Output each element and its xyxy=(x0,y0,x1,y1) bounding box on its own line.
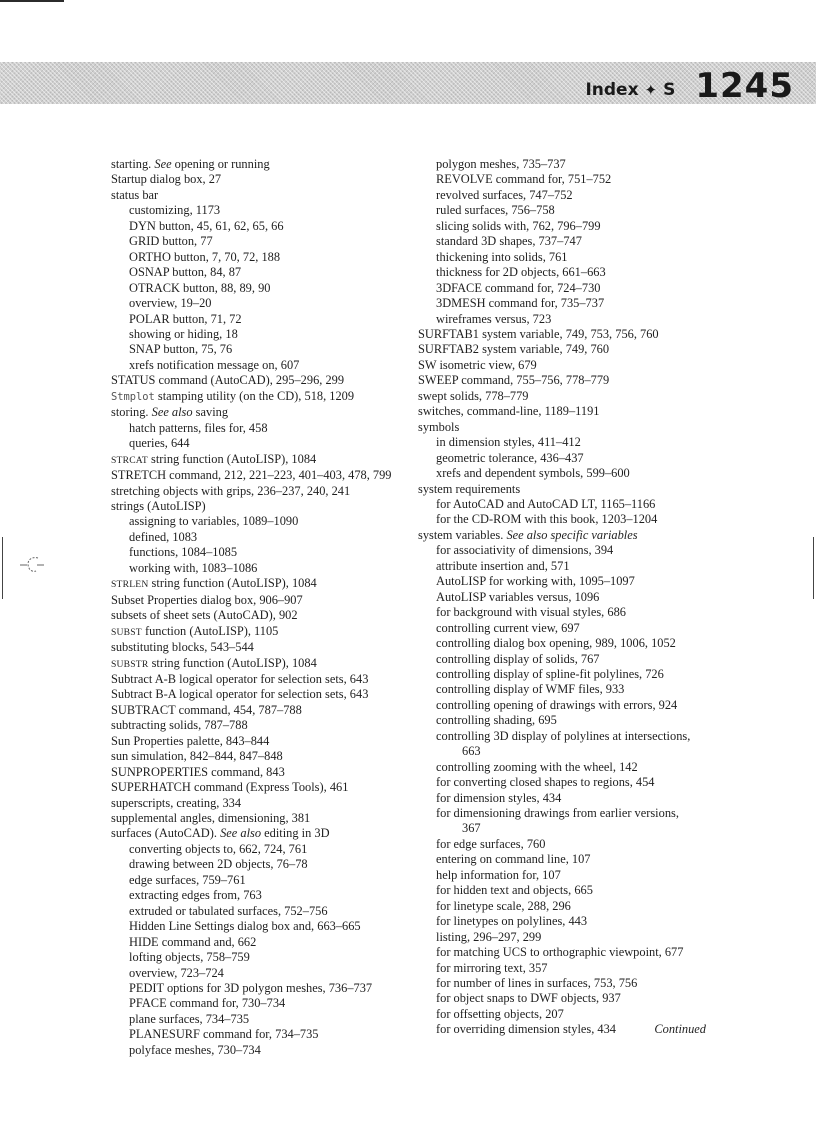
index-subentry xyxy=(418,543,718,558)
index-subentry xyxy=(111,842,411,857)
index-subentry xyxy=(418,281,718,296)
entry-text: subsets of sheet sets (AutoCAD), 902 xyxy=(111,608,298,623)
index-subentry xyxy=(111,996,411,1011)
index-entry xyxy=(111,826,411,841)
index-subentry xyxy=(418,451,718,466)
index-entry xyxy=(418,482,718,497)
entry-text: for background with visual styles, 686 xyxy=(436,605,626,620)
entry-text: for converting closed shapes to regions, 454 xyxy=(436,775,655,790)
index-entry xyxy=(111,703,411,718)
continued-note: Continued xyxy=(654,1022,706,1036)
index-entry xyxy=(418,342,718,357)
index-subentry xyxy=(418,868,718,883)
index-subentry xyxy=(418,636,718,651)
entry-text: sun simulation, 842–844, 847–848 xyxy=(111,749,283,764)
entry-text: Hidden Line Settings dialog box and, 663–665 xyxy=(129,919,361,934)
index-subentry xyxy=(111,327,411,342)
index-subentry xyxy=(111,935,411,950)
entry-text: function (AutoLISP), 1105 xyxy=(141,623,279,638)
entry-text: overview, 19–20 xyxy=(129,296,212,311)
entry-text: SUBSTR xyxy=(111,658,149,670)
entry-text: AutoLISP variables versus, 1096 xyxy=(436,589,600,604)
index-entry xyxy=(111,811,411,826)
entry-text: status bar xyxy=(111,187,159,202)
entry-text: SURFTAB2 system variable, 749, 760 xyxy=(418,342,610,357)
index-entry xyxy=(418,358,718,373)
index-entry xyxy=(111,468,411,483)
index-entry xyxy=(111,640,411,655)
entry-text: DYN button, 45, 61, 62, 65, 66 xyxy=(129,218,284,233)
entry-text: revolved surfaces, 747–752 xyxy=(436,187,573,202)
entry-text: for edge surfaces, 760 xyxy=(436,836,546,851)
index-subentry xyxy=(418,172,718,187)
index-subentry xyxy=(418,559,718,574)
index-subentry xyxy=(418,466,718,481)
entry-text: controlling opening of drawings with errors, 924 xyxy=(436,697,678,712)
entry-text: controlling display of spline-fit polylines, 726 xyxy=(436,666,664,681)
entry-text: controlling shading, 695 xyxy=(436,713,557,728)
entry-text: assigning to variables, 1089–1090 xyxy=(129,514,299,529)
index-subentry xyxy=(111,203,411,218)
entry-text: REVOLVE command for, 751–752 xyxy=(436,172,612,187)
index-subentry xyxy=(418,914,718,929)
entry-text: ruled surfaces, 756–758 xyxy=(436,203,555,218)
index-subentry xyxy=(418,744,718,759)
index-subentry xyxy=(418,574,718,589)
index-subentry xyxy=(418,234,718,249)
index-subentry xyxy=(111,436,411,451)
index-subentry xyxy=(111,312,411,327)
index-subentry xyxy=(418,435,718,450)
index-subentry xyxy=(418,775,718,790)
entry-text: SWEEP command, 755–756, 778–779 xyxy=(418,373,610,388)
index-subentry xyxy=(418,265,718,280)
entry-text: entering on command line, 107 xyxy=(436,852,591,867)
entry-text: for linetype scale, 288, 296 xyxy=(436,898,571,913)
entry-text: string function (AutoLISP), 1084 xyxy=(147,451,317,466)
entry-text: system variables. xyxy=(418,527,507,542)
entry-text: SW isometric view, 679 xyxy=(418,357,537,372)
entry-text: for offsetting objects, 207 xyxy=(436,1006,564,1021)
entry-text: POLAR button, 71, 72 xyxy=(129,311,242,326)
index-subentry xyxy=(418,667,718,682)
index-subentry xyxy=(418,512,718,527)
index-entry xyxy=(111,389,411,405)
index-entry xyxy=(111,157,411,172)
index-entry xyxy=(111,576,411,592)
entry-text: controlling 3D display of polylines at intersections, xyxy=(436,728,691,743)
index-entry xyxy=(111,373,411,388)
entry-text: Startup dialog box, 27 xyxy=(111,172,222,187)
left-edge-mark xyxy=(2,537,3,599)
index-subentry xyxy=(111,342,411,357)
index-subentry xyxy=(111,281,411,296)
entry-text: listing, 296–297, 299 xyxy=(436,929,542,944)
header-letter: S xyxy=(663,80,676,100)
index-subentry xyxy=(111,1027,411,1042)
header-separator-icon: ✦ xyxy=(644,81,658,99)
index-entry xyxy=(111,656,411,672)
entry-text: See also xyxy=(220,826,262,841)
page-number: 1245 xyxy=(695,66,794,106)
entry-text: for mirroring text, 357 xyxy=(436,960,548,975)
entry-text: SURFTAB1 system variable, 749, 753, 756, 760 xyxy=(418,326,659,341)
index-entry xyxy=(111,749,411,764)
entry-text: for hidden text and objects, 665 xyxy=(436,883,593,898)
index-subentry xyxy=(111,888,411,903)
index-subentry xyxy=(111,514,411,529)
index-subentry xyxy=(111,904,411,919)
index-subentry xyxy=(418,806,718,821)
entry-text: 367 xyxy=(462,821,481,836)
index-subentry xyxy=(418,621,718,636)
running-header xyxy=(585,66,794,106)
entry-text: supplemental angles, dimensioning, 381 xyxy=(111,811,311,826)
index-subentry xyxy=(111,358,411,373)
entry-text: 3DFACE command for, 724–730 xyxy=(436,280,601,295)
entry-text: for number of lines in surfaces, 753, 756 xyxy=(436,976,638,991)
corner-rule xyxy=(0,0,64,2)
index-subentry xyxy=(418,837,718,852)
entry-text: subtracting solids, 787–788 xyxy=(111,718,248,733)
entry-text: thickening into solids, 761 xyxy=(436,249,568,264)
entry-text: surfaces (AutoCAD). xyxy=(111,826,221,841)
entry-text: for the CD-ROM with this book, 1203–1204 xyxy=(436,512,658,527)
entry-text: Subtract A-B logical operator for selection sets, 643 xyxy=(111,671,369,686)
entry-text: string function (AutoLISP), 1084 xyxy=(148,576,317,591)
entry-text: stretching objects with grips, 236–237, 240, 241 xyxy=(111,483,351,498)
index-subentry xyxy=(111,421,411,436)
entry-text: strings (AutoLISP) xyxy=(111,498,206,513)
right-edge-mark xyxy=(813,537,814,599)
index-entry xyxy=(418,528,718,543)
entry-text: defined, 1083 xyxy=(129,529,198,544)
index-subentry xyxy=(418,312,718,327)
index-column-left xyxy=(111,157,411,1058)
entry-text: for linetypes on polylines, 443 xyxy=(436,914,588,929)
entry-text: edge surfaces, 759–761 xyxy=(129,872,246,887)
index-subentry xyxy=(418,203,718,218)
entry-text: functions, 1084–1085 xyxy=(129,545,238,560)
entry-text: ORTHO button, 7, 70, 72, 188 xyxy=(129,249,281,264)
entry-text: 663 xyxy=(462,744,481,759)
index-entry xyxy=(111,624,411,640)
entry-text: superscripts, creating, 334 xyxy=(111,795,242,810)
index-subentry xyxy=(418,945,718,960)
index-entry xyxy=(111,405,411,420)
index-subentry xyxy=(418,219,718,234)
entry-text: SUNPROPERTIES command, 843 xyxy=(111,764,285,779)
index-entry xyxy=(111,484,411,499)
index-subentry xyxy=(418,852,718,867)
entry-text: working with, 1083–1086 xyxy=(129,560,258,575)
index-entry xyxy=(111,687,411,702)
entry-text: thickness for 2D objects, 661–663 xyxy=(436,265,606,280)
index-subentry xyxy=(418,729,718,744)
entry-text: controlling current view, 697 xyxy=(436,620,580,635)
entry-text: in dimension styles, 411–412 xyxy=(436,435,581,450)
index-subentry xyxy=(111,873,411,888)
entry-text: OTRACK button, 88, 89, 90 xyxy=(129,280,271,295)
index-subentry xyxy=(418,1007,718,1022)
entry-text: converting objects to, 662, 724, 761 xyxy=(129,841,308,856)
entry-text: for dimension styles, 434 xyxy=(436,790,562,805)
index-subentry xyxy=(418,590,718,605)
index-subentry xyxy=(418,188,718,203)
index-entry xyxy=(418,404,718,419)
entry-text: for AutoCAD and AutoCAD LT, 1165–1166 xyxy=(436,496,656,511)
entry-text: See also specific variables xyxy=(506,527,638,542)
index-entry xyxy=(418,327,718,342)
index-subentry xyxy=(111,1012,411,1027)
index-entry xyxy=(111,608,411,623)
index-subentry xyxy=(111,219,411,234)
index-subentry xyxy=(418,961,718,976)
index-entry xyxy=(111,672,411,687)
entry-text: hatch patterns, files for, 458 xyxy=(129,420,268,435)
index-subentry xyxy=(111,857,411,872)
entry-text: stamping utility (on the CD), 518, 1209 xyxy=(154,388,355,403)
entry-text: SUBTRACT command, 454, 787–788 xyxy=(111,702,302,717)
index-subentry xyxy=(418,883,718,898)
entry-text: STATUS command (AutoCAD), 295–296, 299 xyxy=(111,373,345,388)
entry-text: slicing solids with, 762, 796–799 xyxy=(436,218,601,233)
header-section: Index xyxy=(585,80,639,100)
index-column-right xyxy=(418,157,718,1038)
entry-text: for overriding dimension styles, 434 xyxy=(436,1022,616,1037)
index-subentry xyxy=(111,561,411,576)
entry-text: PLANESURF command for, 734–735 xyxy=(129,1027,319,1042)
entry-text: drawing between 2D objects, 76–78 xyxy=(129,857,308,872)
index-entry xyxy=(111,188,411,203)
entry-text: storing. xyxy=(111,405,152,420)
entry-text: Sun Properties palette, 843–844 xyxy=(111,733,270,748)
index-subentry xyxy=(111,966,411,981)
index-subentry xyxy=(111,981,411,996)
entry-text: See also xyxy=(151,405,193,420)
index-subentry xyxy=(418,821,718,836)
entry-text: PEDIT options for 3D polygon meshes, 736–737 xyxy=(129,981,373,996)
index-subentry xyxy=(418,791,718,806)
entry-text: xrefs and dependent symbols, 599–600 xyxy=(436,466,630,481)
index-subentry xyxy=(418,605,718,620)
index-subentry xyxy=(418,652,718,667)
index-entry xyxy=(111,499,411,514)
entry-text: polygon meshes, 735–737 xyxy=(436,157,566,171)
index-entry xyxy=(111,780,411,795)
entry-text: controlling display of WMF files, 933 xyxy=(436,682,625,697)
entry-text: plane surfaces, 734–735 xyxy=(129,1011,250,1026)
entry-text: PFACE command for, 730–734 xyxy=(129,996,286,1011)
index-entry xyxy=(111,734,411,749)
entry-text: showing or hiding, 18 xyxy=(129,326,238,341)
entry-text: system requirements xyxy=(418,481,521,496)
entry-text: standard 3D shapes, 737–747 xyxy=(436,234,582,249)
entry-text: Subtract B-A logical operator for selection sets, 643 xyxy=(111,687,369,702)
entry-text: Subset Properties dialog box, 906–907 xyxy=(111,592,303,607)
entry-text: STRLEN xyxy=(111,579,149,591)
entry-text: 3DMESH command for, 735–737 xyxy=(436,296,605,311)
index-subentry xyxy=(111,545,411,560)
entry-text: substituting blocks, 543–544 xyxy=(111,640,254,655)
index-entry xyxy=(418,373,718,388)
entry-text: controlling dialog box opening, 989, 1006, 1052 xyxy=(436,636,676,651)
index-subentry xyxy=(111,234,411,249)
index-entry xyxy=(111,765,411,780)
index-subentry xyxy=(418,976,718,991)
index-subentry xyxy=(418,698,718,713)
index-subentry xyxy=(111,250,411,265)
entry-text: overview, 723–724 xyxy=(129,965,224,980)
crop-mark-icon xyxy=(20,556,44,574)
entry-text: controlling display of solids, 767 xyxy=(436,651,600,666)
entry-text: customizing, 1173 xyxy=(129,203,221,218)
index-subentry xyxy=(418,296,718,311)
index-subentry xyxy=(111,530,411,545)
entry-text: SUBST xyxy=(111,626,142,638)
entry-text: See xyxy=(154,157,172,171)
entry-text: xrefs notification message on, 607 xyxy=(129,357,300,372)
index-subentry xyxy=(418,682,718,697)
entry-text: attribute insertion and, 571 xyxy=(436,558,570,573)
entry-text: switches, command-line, 1189–1191 xyxy=(418,404,600,419)
index-entry xyxy=(111,796,411,811)
entry-text: STRETCH command, 212, 221–223, 401–403, 478, 799 xyxy=(111,468,392,483)
entry-text: symbols xyxy=(418,419,460,434)
index-entry xyxy=(418,389,718,404)
entry-text: HIDE command and, 662 xyxy=(129,934,257,949)
entry-text: string function (AutoLISP), 1084 xyxy=(148,655,317,670)
index-subentry xyxy=(111,296,411,311)
index-subentry xyxy=(418,899,718,914)
entry-text: editing in 3D xyxy=(261,826,330,841)
index-entry xyxy=(111,172,411,187)
entry-text: GRID button, 77 xyxy=(129,234,213,249)
index-subentry xyxy=(418,760,718,775)
index-subentry xyxy=(111,1043,411,1058)
entry-text: SNAP button, 75, 76 xyxy=(129,342,233,357)
entry-text: for dimensioning drawings from earlier versions, xyxy=(436,806,679,821)
index-subentry xyxy=(111,919,411,934)
entry-text: saving xyxy=(192,405,229,420)
entry-text: Stmplot xyxy=(111,390,155,403)
entry-text: extracting edges from, 763 xyxy=(129,888,262,903)
entry-text: wireframes versus, 723 xyxy=(436,311,552,326)
entry-text: lofting objects, 758–759 xyxy=(129,950,250,965)
index-subentry xyxy=(418,157,718,172)
index-subentry xyxy=(418,991,718,1006)
entry-text: extruded or tabulated surfaces, 752–756 xyxy=(129,903,328,918)
index-subentry xyxy=(418,713,718,728)
entry-text: geometric tolerance, 436–437 xyxy=(436,450,584,465)
entry-text: swept solids, 778–779 xyxy=(418,388,529,403)
entry-text: controlling zooming with the wheel, 142 xyxy=(436,759,638,774)
entry-text: starting. xyxy=(111,157,155,171)
entry-text: polyface meshes, 730–734 xyxy=(129,1042,261,1057)
index-subentry xyxy=(111,950,411,965)
index-entry xyxy=(111,593,411,608)
index-entry xyxy=(111,452,411,468)
index-entry xyxy=(111,718,411,733)
index-subentry xyxy=(418,497,718,512)
entry-text: for matching UCS to orthographic viewpoint, 677 xyxy=(436,945,684,960)
entry-text: AutoLISP for working with, 1095–1097 xyxy=(436,574,635,589)
index-subentry xyxy=(111,265,411,280)
entry-text: help information for, 107 xyxy=(436,867,561,882)
entry-text: for object snaps to DWF objects, 937 xyxy=(436,991,621,1006)
entry-text: queries, 644 xyxy=(129,436,190,451)
entry-text: for associativity of dimensions, 394 xyxy=(436,543,614,558)
entry-text: opening or running xyxy=(171,157,270,171)
index-entry xyxy=(418,420,718,435)
entry-text: SUPERHATCH command (Express Tools), 461 xyxy=(111,780,349,795)
entry-text: STRCAT xyxy=(111,454,148,466)
entry-text: OSNAP button, 84, 87 xyxy=(129,265,242,280)
index-subentry xyxy=(418,250,718,265)
index-subentry xyxy=(418,930,718,945)
